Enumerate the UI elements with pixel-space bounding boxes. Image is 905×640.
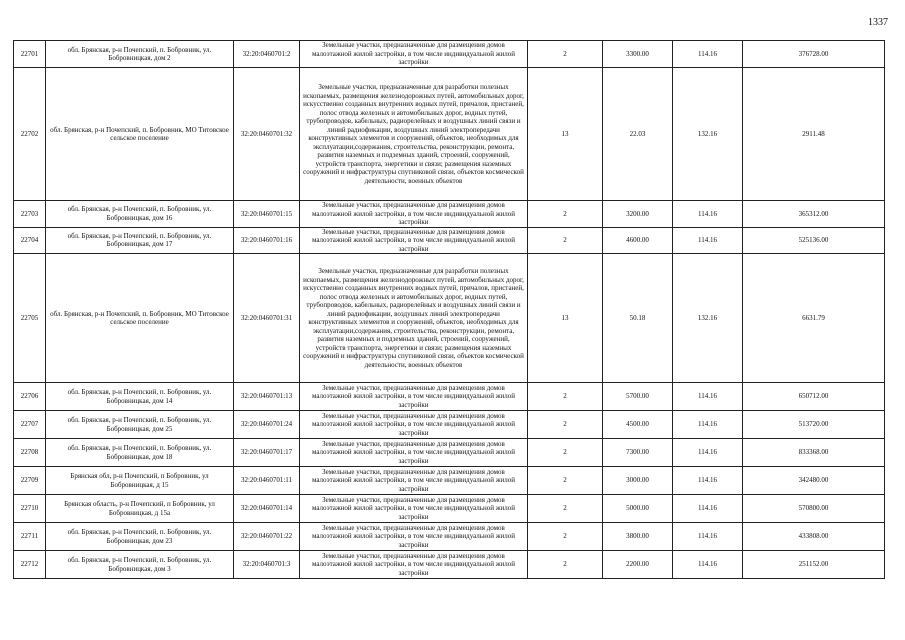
land-use-cell: Земельные участки, предназначенные для размещения домов малоэтажной жилой застройки, в том числе индивидуальной жилой застройки <box>300 383 528 411</box>
unit-value-cell: 114.16 <box>673 227 743 254</box>
cadastral-value-cell: 433808.00 <box>743 523 885 551</box>
land-use-cell: Земельные участки, предназначенные для разработки полезных ископаемых, размещения железнодорожных путей, автомобильных дорог, искусственно созданных внутренних водных путей, причалов, пристаней, полос отвода железных и автомобильных дорог, водных путей, трубопроводов, кабельных, радиорелейных и воздушных линий связи и линий радиофикации, воздушных линий электропередачи конструктивных элементов и сооружений, объектов, необходимых для эксплуатации,содержания, строительства, реконструкции, ремонта, развития наземных и подземных зданий, строений, сооружений, устройств транспорта, энергетики и связи; размещения наземных сооружений и инфраструктуры спутниковой связи, объектов космической деятельности, военных объектов <box>300 254 528 383</box>
address-cell: обл. Брянская, р-н Почепский, п. Бобровник, ул. Бобровницкая, дом 25 <box>46 411 234 439</box>
cadastral-number-cell: 32:20:0460701:32 <box>234 68 300 201</box>
cadastral-number-cell: 32:20:0460701:3 <box>234 551 300 579</box>
address-cell: обл. Брянская, р-н Почепский, п. Бобровник, МО Титовское сельское поселение <box>46 254 234 383</box>
row-number: 22706 <box>14 383 46 411</box>
unit-value-cell: 132.16 <box>673 68 743 201</box>
cadastral-value-cell: 6631.79 <box>743 254 885 383</box>
table-row <box>14 439 885 467</box>
group-code-cell: 13 <box>528 254 603 383</box>
land-use-cell: Земельные участки, предназначенные для размещения домов малоэтажной жилой застройки, в том числе индивидуальной жилой застройки <box>300 523 528 551</box>
cadastral-value-cell: 650712.00 <box>743 383 885 411</box>
cadastral-value-cell: 513720.00 <box>743 411 885 439</box>
address-cell: обл. Брянская, р-н Почепский, п. Бобровник, ул. Бобровницкая, дом 23 <box>46 523 234 551</box>
cadastral-number-cell: 32:20:0460701:17 <box>234 439 300 467</box>
area-cell: 5000.00 <box>603 495 673 523</box>
page-number: 1337 <box>868 17 888 28</box>
table-row <box>14 227 885 254</box>
address-cell: Брянская область, р-н Почепский, п Бобровник, ул Бобровницкая, д 15а <box>46 495 234 523</box>
unit-value-cell: 132.16 <box>673 254 743 383</box>
group-code-cell: 2 <box>528 467 603 495</box>
table-row <box>14 201 885 228</box>
cadastral-value-cell: 833368.00 <box>743 439 885 467</box>
land-use-cell: Земельные участки, предназначенные для размещения домов малоэтажной жилой застройки, в том числе индивидуальной жилой застройки <box>300 41 528 68</box>
table-row <box>14 411 885 439</box>
cadastral-number-cell: 32:20:0460701:31 <box>234 254 300 383</box>
address-cell: обл. Брянская, р-н Почепский, п. Бобровник, ул. Бобровницкая, дом 16 <box>46 201 234 228</box>
table-row <box>14 495 885 523</box>
address-cell: Брянская обл, р-н Почепский, п Бобровник, ул Бобровницкая, д 15 <box>46 467 234 495</box>
group-code-cell: 2 <box>528 383 603 411</box>
table-row <box>14 551 885 579</box>
address-cell: обл. Брянская, р-н Почепский, п. Бобровник, ул. Бобровницкая, дом 2 <box>46 41 234 68</box>
row-number: 22712 <box>14 551 46 579</box>
area-cell: 50.18 <box>603 254 673 383</box>
address-cell: обл. Брянская, р-н Почепский, п. Бобровник, ул. Бобровницкая, дом 14 <box>46 383 234 411</box>
unit-value-cell: 114.16 <box>673 411 743 439</box>
address-cell: обл. Брянская, р-н Почепский, п. Бобровник, ул. Бобровницкая, дом 17 <box>46 227 234 254</box>
area-cell: 2200.00 <box>603 551 673 579</box>
row-number: 22707 <box>14 411 46 439</box>
row-number: 22704 <box>14 227 46 254</box>
area-cell: 5700.00 <box>603 383 673 411</box>
row-number: 22708 <box>14 439 46 467</box>
cadastral-number-cell: 32:20:0460701:24 <box>234 411 300 439</box>
table-row <box>14 254 885 383</box>
land-use-cell: Земельные участки, предназначенные для размещения домов малоэтажной жилой застройки, в том числе индивидуальной жилой застройки <box>300 227 528 254</box>
area-cell: 7300.00 <box>603 439 673 467</box>
land-use-cell: Земельные участки, предназначенные для размещения домов малоэтажной жилой застройки, в том числе индивидуальной жилой застройки <box>300 439 528 467</box>
cadastral-value-cell: 342480.00 <box>743 467 885 495</box>
row-number: 22705 <box>14 254 46 383</box>
row-number: 22709 <box>14 467 46 495</box>
table-row <box>14 523 885 551</box>
group-code-cell: 2 <box>528 551 603 579</box>
cadastral-number-cell: 32:20:0460701:15 <box>234 201 300 228</box>
cadastral-value-cell: 376728.00 <box>743 41 885 68</box>
unit-value-cell: 114.16 <box>673 201 743 228</box>
land-use-cell: Земельные участки, предназначенные для размещения домов малоэтажной жилой застройки, в том числе индивидуальной жилой застройки <box>300 551 528 579</box>
area-cell: 4500.00 <box>603 411 673 439</box>
unit-value-cell: 114.16 <box>673 523 743 551</box>
address-cell: обл. Брянская, р-н Почепский, п. Бобровник, ул. Бобровницкая, дом 18 <box>46 439 234 467</box>
cadastral-value-cell: 2911.48 <box>743 68 885 201</box>
address-cell: обл. Брянская, р-н Почепский, п. Бобровник, ул. Бобровницкая, дом 3 <box>46 551 234 579</box>
cadastral-value-cell: 251152.00 <box>743 551 885 579</box>
group-code-cell: 13 <box>528 68 603 201</box>
table-row <box>14 383 885 411</box>
cadastral-number-cell: 32:20:0460701:14 <box>234 495 300 523</box>
group-code-cell: 2 <box>528 201 603 228</box>
group-code-cell: 2 <box>528 41 603 68</box>
table-row <box>14 467 885 495</box>
row-number: 22711 <box>14 523 46 551</box>
row-number: 22701 <box>14 41 46 68</box>
cadastral-value-table <box>13 40 885 579</box>
unit-value-cell: 114.16 <box>673 495 743 523</box>
unit-value-cell: 114.16 <box>673 383 743 411</box>
land-use-cell: Земельные участки, предназначенные для размещения домов малоэтажной жилой застройки, в том числе индивидуальной жилой застройки <box>300 495 528 523</box>
group-code-cell: 2 <box>528 439 603 467</box>
unit-value-cell: 114.16 <box>673 467 743 495</box>
group-code-cell: 2 <box>528 227 603 254</box>
land-use-cell: Земельные участки, предназначенные для размещения домов малоэтажной жилой застройки, в том числе индивидуальной жилой застройки <box>300 467 528 495</box>
area-cell: 3300.00 <box>603 41 673 68</box>
cadastral-number-cell: 32:20:0460701:11 <box>234 467 300 495</box>
area-cell: 3800.00 <box>603 523 673 551</box>
row-number: 22702 <box>14 68 46 201</box>
address-cell: обл. Брянская, р-н Почепский, п. Бобровник, МО Титовское сельское поселение <box>46 68 234 201</box>
unit-value-cell: 114.16 <box>673 551 743 579</box>
cadastral-number-cell: 32:20:0460701:16 <box>234 227 300 254</box>
row-number: 22710 <box>14 495 46 523</box>
cadastral-value-cell: 570800.00 <box>743 495 885 523</box>
group-code-cell: 2 <box>528 411 603 439</box>
unit-value-cell: 114.16 <box>673 41 743 68</box>
area-cell: 22.03 <box>603 68 673 201</box>
cadastral-number-cell: 32:20:0460701:13 <box>234 383 300 411</box>
group-code-cell: 2 <box>528 523 603 551</box>
area-cell: 3200.00 <box>603 201 673 228</box>
land-use-cell: Земельные участки, предназначенные для разработки полезных ископаемых, размещения железнодорожных путей, автомобильных дорог, искусственно созданных внутренних водных путей, причалов, пристаней, полос отвода железных и автомобильных дорог, водных путей, трубопроводов, кабельных, радиорелейных и воздушных линий связи и линий радиофикации, воздушных линий электропередачи конструктивных элементов и сооружений, объектов, необходимых для эксплуатации,содержания, строительства, реконструкции, ремонта, развития наземных и подземных зданий, строений, сооружений, устройств транспорта, энергетики и связи; размещения наземных сооружений и инфраструктуры спутниковой связи, объектов космической деятельности, военных объектов <box>300 68 528 201</box>
cadastral-number-cell: 32:20:0460701:2 <box>234 41 300 68</box>
area-cell: 4600.00 <box>603 227 673 254</box>
cadastral-value-cell: 525136.00 <box>743 227 885 254</box>
unit-value-cell: 114.16 <box>673 439 743 467</box>
table-row <box>14 68 885 201</box>
table-row <box>14 41 885 68</box>
area-cell: 3000.00 <box>603 467 673 495</box>
land-use-cell: Земельные участки, предназначенные для размещения домов малоэтажной жилой застройки, в том числе индивидуальной жилой застройки <box>300 201 528 228</box>
cadastral-number-cell: 32:20:0460701:22 <box>234 523 300 551</box>
row-number: 22703 <box>14 201 46 228</box>
cadastral-value-cell: 365312.00 <box>743 201 885 228</box>
group-code-cell: 2 <box>528 495 603 523</box>
land-use-cell: Земельные участки, предназначенные для размещения домов малоэтажной жилой застройки, в том числе индивидуальной жилой застройки <box>300 411 528 439</box>
